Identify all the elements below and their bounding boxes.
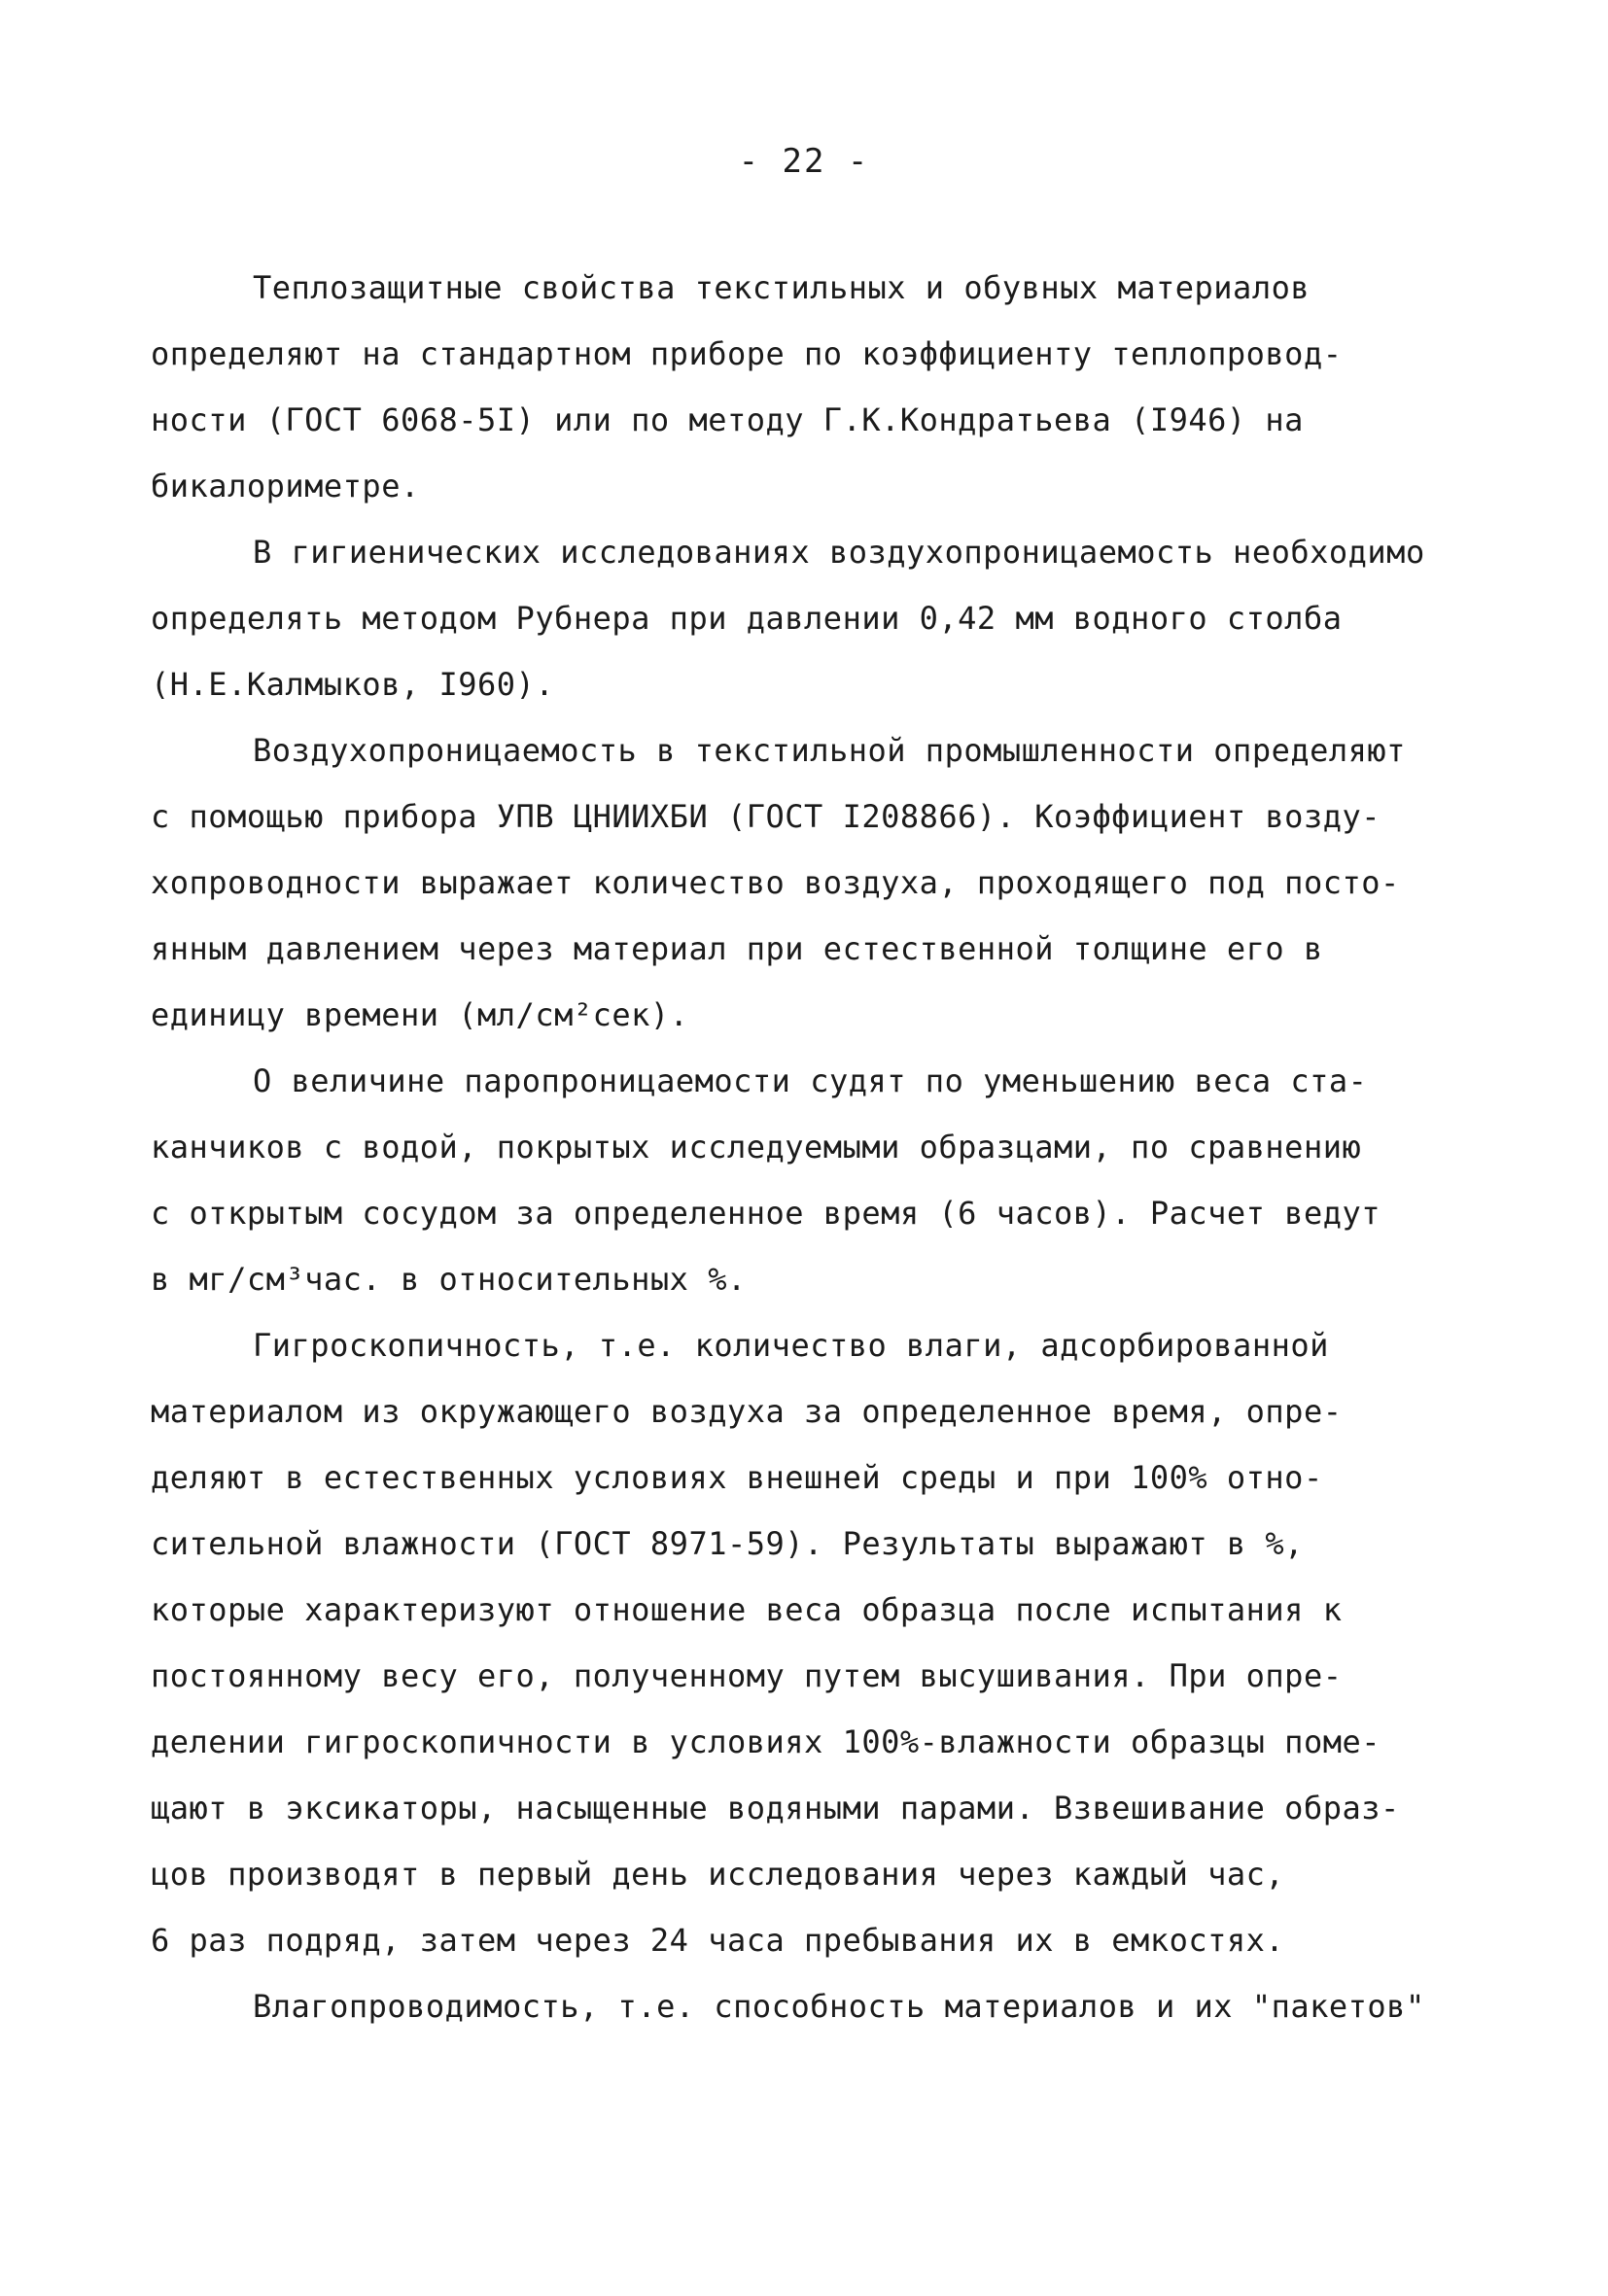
text-line: деляют в естественных условиях внешней среды и при 100% отно-: [151, 1459, 1323, 1496]
text-line: янным давлением через материал при естественной толщине его в: [151, 930, 1323, 967]
text-line: бикалориметре.: [151, 468, 420, 504]
text-line: цов производят в первый день исследования через каждый час,: [151, 1856, 1285, 1893]
text-line: постоянному весу его, полученному путем высушивания. При опре-: [151, 1657, 1343, 1694]
text-line: Гигроскопичность, т.е. количество влаги, адсорбированной: [253, 1327, 1329, 1364]
text-line: канчиков с водой, покрытых исследуемыми образцами, по сравнению: [151, 1129, 1362, 1165]
text-line: Теплозащитные свойства текстильных и обувных материалов: [253, 269, 1311, 306]
text-line: Влагопроводимость, т.е. способность материалов и их "пакетов": [253, 1988, 1425, 2025]
page-number: - 22 -: [738, 142, 870, 181]
text-line: определяют на стандартном приборе по коэффициенту теплопровод-: [151, 335, 1343, 372]
paragraph-air-permeability-industry: [151, 717, 1492, 1048]
text-line: единицу времени (мл/см²сек).: [151, 996, 689, 1033]
text-line: делении гигроскопичности в условиях 100%-влажности образцы поме-: [151, 1723, 1381, 1760]
text-line: которые характеризуют отношение веса образца после испытания к: [151, 1591, 1343, 1628]
paragraph-vapor-permeability: [151, 1048, 1492, 1312]
paragraph-moisture-conductivity: [151, 1973, 1492, 2039]
text-line: В гигиенических исследованиях воздухопроницаемость необходимо: [253, 534, 1425, 571]
paragraph-thermal-protection: [151, 255, 1492, 519]
text-line: материалом из окружающего воздуха за определенное время, опре-: [151, 1393, 1343, 1430]
text-line: хопроводности выражает количество воздуха, проходящего под посто-: [151, 864, 1400, 901]
text-line: с помощью прибора УПВ ЦНИИХБИ (ГОСТ I208866). Коэффициент возду-: [151, 798, 1381, 835]
paragraph-hygroscopicity: [151, 1312, 1492, 1973]
text-line: сительной влажности (ГОСТ 8971-59). Результаты выражают в %,: [151, 1525, 1304, 1562]
paragraph-air-permeability-hygiene: [151, 519, 1492, 717]
text-line: (Н.Е.Калмыков, I960).: [151, 666, 555, 703]
text-line: с открытым сосудом за определенное время (6 часов). Расчет ведут: [151, 1195, 1381, 1232]
text-line: щают в эксикаторы, насыщенные водяными парами. Взвешивание образ-: [151, 1790, 1400, 1826]
text-line: ности (ГОСТ 6068-5I) или по методу Г.К.Кондратьева (I946) на: [151, 401, 1304, 438]
text-line: в мг/см³час. в относительных %.: [151, 1261, 747, 1298]
text-line: Воздухопроницаемость в текстильной промышленности определяют: [253, 732, 1406, 769]
text-line: 6 раз подряд, затем через 24 часа пребывания их в емкостях.: [151, 1922, 1285, 1959]
document-body: [151, 255, 1492, 2039]
text-line: О величине паропроницаемости судят по уменьшению веса ста-: [253, 1062, 1368, 1099]
text-line: определять методом Рубнера при давлении 0,42 мм водного столба: [151, 600, 1343, 637]
